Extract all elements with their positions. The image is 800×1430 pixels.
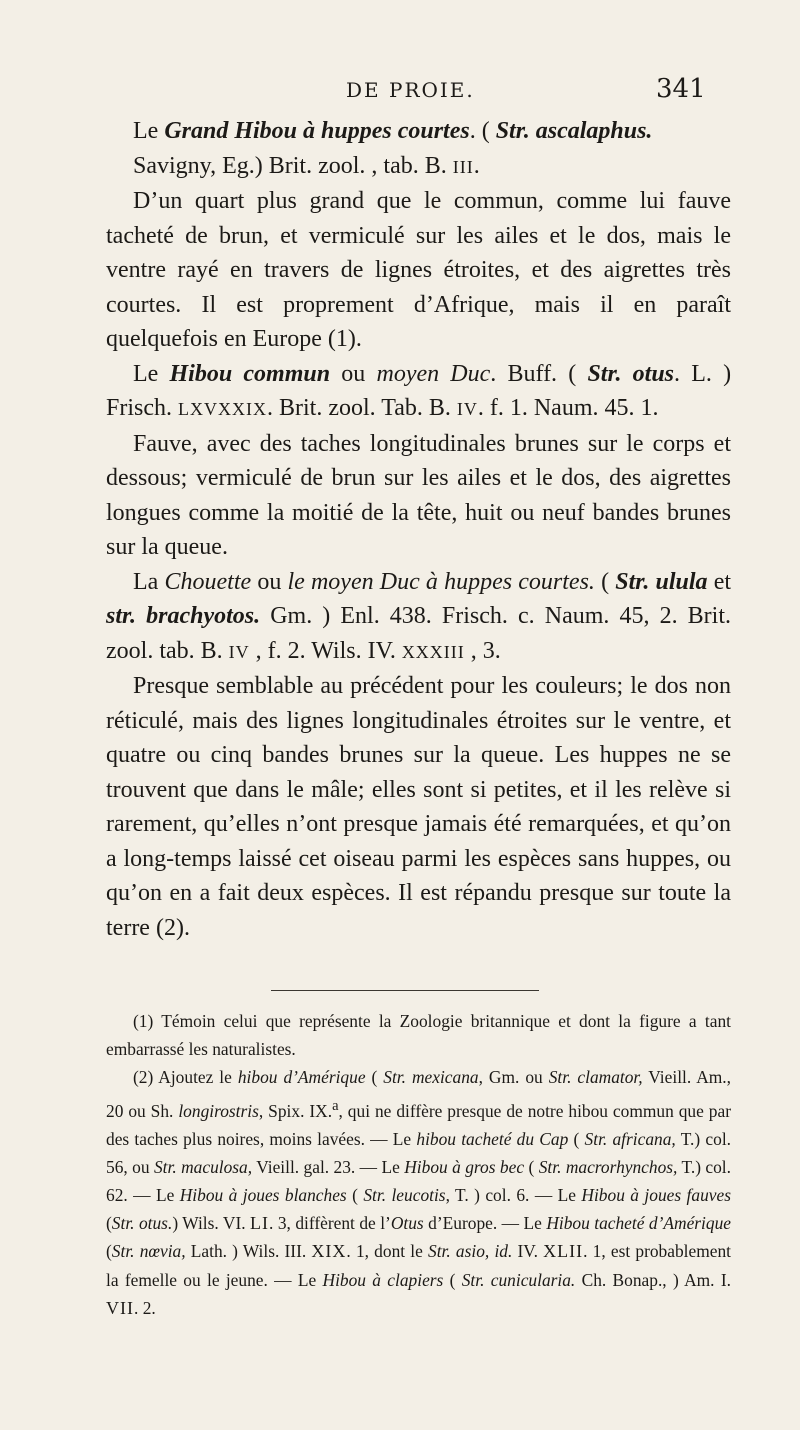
scientific-name: Str. otus. (111, 1213, 173, 1234)
common-name: Hibou tacheté d’Amérique (546, 1213, 732, 1234)
scientific-name: Str. nœvia, (111, 1241, 186, 1262)
entry-chouette: La Chouette ou le moyen Duc à huppes courtes. ( Str. ulula et str. brachyotos. Gm. ) Enl. 438. Frisch. c. Naum. 45, 2. Brit. zool. tab. B. IV , f. 2. Wils. IV. XXXIII , 3. (106, 568, 732, 664)
main-text (106, 114, 731, 945)
note-text: d’Europe. — Le (423, 1213, 542, 1234)
conjunction: ou (341, 360, 366, 387)
roman-numeral: LXVXXIX (178, 399, 267, 419)
scientific-name: Str. ulula (615, 568, 708, 595)
scientific-name: Otus (390, 1213, 424, 1234)
note-text: . 3, diffèrent de l’ (269, 1213, 391, 1234)
common-name: Hibou à joues fauves (581, 1185, 731, 1206)
entry-description: D’un quart plus grand que le commun, comme lui fauve tacheté de brun, et vermiculé sur les ailes et le dos, mais le ventre rayé en travers de lignes étroites, et des aigrettes très courtes. Il est proprement d’Afrique, mais il en paraît quelquefois en Europe (1). (106, 188, 731, 352)
footnote-divider (271, 990, 539, 991)
scientific-name: longirostris (178, 1100, 259, 1121)
roman-numeral: XIX (311, 1241, 347, 1262)
note-text: , T. ) col. 6. — Le (445, 1185, 576, 1206)
scientific-name: Str. leucotis (363, 1185, 446, 1206)
note-text: (2) Ajoutez le (133, 1067, 232, 1088)
note-text: Ch. Bonap., ) Am. I. (581, 1269, 731, 1290)
roman-numeral: LI (250, 1213, 270, 1234)
conjunction: et (713, 568, 732, 595)
reference-text: L. ) (691, 360, 732, 387)
scientific-name: Str. ascalaphus. (495, 118, 653, 144)
reference-text: , f. 2. Wils. IV. (249, 637, 402, 664)
roman-numeral: XXXIII (401, 641, 465, 662)
note-text: T.) col. 56, ou (106, 1128, 731, 1177)
scientific-name: Str. asio, (428, 1241, 490, 1262)
ibidem: id. (494, 1241, 513, 1262)
common-name: Hibou à clapiers (322, 1269, 444, 1290)
note-text: Vieill. Am., 20 ou Sh. (106, 1067, 731, 1121)
reference-text: . (473, 152, 480, 179)
authority: Buff. (507, 360, 558, 387)
note-text: T.) col. 62. — Le (106, 1156, 731, 1206)
entry-title: Grand Hibou à huppes courtes (164, 118, 470, 144)
entry-description: Presque semblable au précédent pour les couleurs; le dos non réticulé, mais des lignes longitudinales étroites sur le ventre, et quatre ou cinq bandes brunes sur la queue. Les huppes ne se trouvent que dans le mâle; elles sont si petites, et il les relève si rarement, qu’elles n’ont presque jamais été remarquées, et qu’on a long-temps laissé cet oiseau parmi les espèces sans huppes, ou qu’on en a fait deux espèces. Il est répandu presque sur toute la terre (2). (106, 673, 731, 941)
footnotes (106, 1007, 731, 1322)
roman-numeral: VII (106, 1297, 134, 1318)
roman-numeral: IV (228, 641, 250, 662)
reference-text: , 3. (464, 637, 501, 664)
scientific-name: Str. clamator, (548, 1067, 643, 1088)
footnote-2: (2) Ajoutez le hibou d’Amérique ( Str. mexicana, Gm. ou Str. clamator, Vieill. Am., 20 ou Sh. longirostris, Spix. IX.$^a$, qui ne diffère presque de notre hibou commun que par des taches plus noires, moins lavées. — Le hibou tacheté du Cap ( Str. africana, T.) col. 56, ou Str. maculosa, Vieill. gal. 23. — Le Hibou à gros bec ( Str. macrorhynchos, T.) col. 62. — Le Hibou à joues blanches ( Str. leucotis, T. ) col. 6. — Le Hibou à joues fauves (Str. otus.) Wils. VI. LI. 3, diffèrent de l’Otus d’Europe. — Le Hibou tacheté d’Amérique (Str. nœvia, Lath. ) Wils. III. XIX. 1, dont le Str. asio, id. IV. XLII. 1, est probablement la femelle ou le jeune. — Le Hibou à clapiers ( Str. cunicularia. Ch. Bonap., ) Am. I. VII. 2. (106, 1067, 732, 1318)
page-header (0, 74, 800, 108)
roman-numeral: III (452, 156, 474, 177)
note-text: Wils. VI. (182, 1213, 251, 1234)
entry-title-alt: moyen Duc (376, 360, 491, 387)
scientific-name: Str. maculosa, (153, 1156, 253, 1177)
common-name: Hibou à gros bec (404, 1156, 525, 1177)
scientific-name: Str. mexicana (383, 1067, 479, 1088)
conjunction: ou (257, 568, 282, 595)
scientific-name: Str. cunicularia. (461, 1269, 576, 1290)
note-text: . 1, est probablement la femelle ou le jeune. — Le (106, 1241, 731, 1290)
common-name: Hibou à joues blanches (179, 1185, 347, 1206)
note-text: IV. (512, 1241, 544, 1262)
footnote-1: (1) Témoin celui que représente la Zoologie britannique et dont la figure a tant embarrassé les naturalistes. (106, 1011, 731, 1060)
note-text: . 2. (134, 1297, 156, 1318)
common-name: hibou d’Amérique (237, 1067, 366, 1088)
note-text: . 1, dont le (346, 1241, 423, 1262)
reference-text: . f. 1. Naum. 45. 1. (477, 395, 659, 421)
entry-hibou-commun: Le Hibou commun ou moyen Duc. Buff. ( Str. otus. L. ) Frisch. LXVXXIX. Brit. zool. Tab. B. IV. f. 1. Naum. 45. 1. (106, 360, 732, 421)
reference-text: Gm. ) Enl. 438. Frisch. c. Naum. 45, 2. Brit. zool. tab. B. (106, 603, 731, 664)
note-text: , Gm. ou (478, 1067, 543, 1088)
roman-numeral: XLII (543, 1241, 584, 1262)
page-number: 341 (656, 74, 706, 104)
note-text: , Spix. IX. (258, 1100, 333, 1121)
common-name: hibou tacheté du Cap (416, 1128, 569, 1149)
scientific-name: Str. otus (587, 360, 675, 387)
reference-text: Savigny, Eg.) Brit. zool. , tab. B. (133, 152, 453, 179)
note-text: Vieill. gal. 23. — Le (256, 1156, 400, 1177)
reference-text: . Brit. zool. Tab. B. (266, 395, 457, 421)
scientific-name: Str. africana, (584, 1128, 676, 1149)
entry-reference (106, 149, 731, 185)
entry-title-alt: le moyen Duc à huppes courtes. (287, 568, 595, 595)
scientific-name: str. brachyotos. (106, 603, 261, 629)
entry-grand-hibou: Le Grand Hibou à huppes courtes. ( Str. ascalaphus. (133, 118, 653, 144)
entry-description: Fauve, avec des taches longitudinales brunes sur le corps et dessous; vermiculé de brun sur les ailes et le dos, des aigrettes longues comme la moitié de la tête, huit ou neuf bandes brunes sur la queue. (106, 430, 731, 560)
running-title: DE PROIE. (346, 78, 475, 102)
scientific-name: Str. macrorhynchos, (538, 1156, 678, 1177)
entry-title: Hibou commun (169, 360, 331, 387)
note-text: Lath. ) Wils. III. (190, 1241, 312, 1262)
superscript: a (332, 1097, 339, 1114)
roman-numeral: IV (456, 399, 478, 419)
note-text: , qui ne diffère presque de notre hibou commun que par des taches plus noires, moins lavées. — Le (106, 1100, 731, 1149)
entry-title: Chouette (164, 568, 252, 595)
